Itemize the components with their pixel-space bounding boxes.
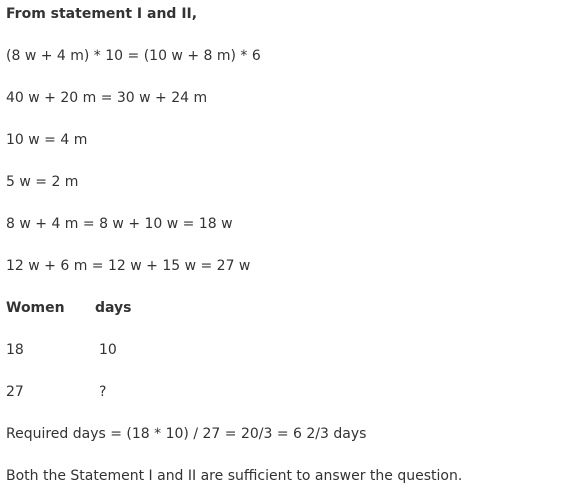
step-6: 12 w + 6 m = 12 w + 15 w = 27 w (6, 258, 251, 274)
table-cell-days-2: ? (99, 384, 107, 400)
table-header-women: Women (6, 300, 65, 316)
step-3: 10 w = 4 m (6, 132, 88, 148)
table-cell-women-1: 18 (6, 342, 24, 358)
table-cell-women-2: 27 (6, 384, 24, 400)
step-2: 40 w + 20 m = 30 w + 24 m (6, 90, 208, 106)
step-1: (8 w + 4 m) * 10 = (10 w + 8 m) * 6 (6, 48, 261, 64)
conclusion-line: Both the Statement I and II are sufficient to answer the question. (6, 468, 463, 484)
table-header-days: days (95, 300, 132, 316)
step-4: 5 w = 2 m (6, 174, 79, 190)
result-line: Required days = (18 * 10) / 27 = 20/3 = 6 2/3 days (6, 426, 367, 442)
table-cell-days-1: 10 (99, 342, 117, 358)
step-5: 8 w + 4 m = 8 w + 10 w = 18 w (6, 216, 233, 232)
heading: From statement I and II, (6, 6, 198, 22)
